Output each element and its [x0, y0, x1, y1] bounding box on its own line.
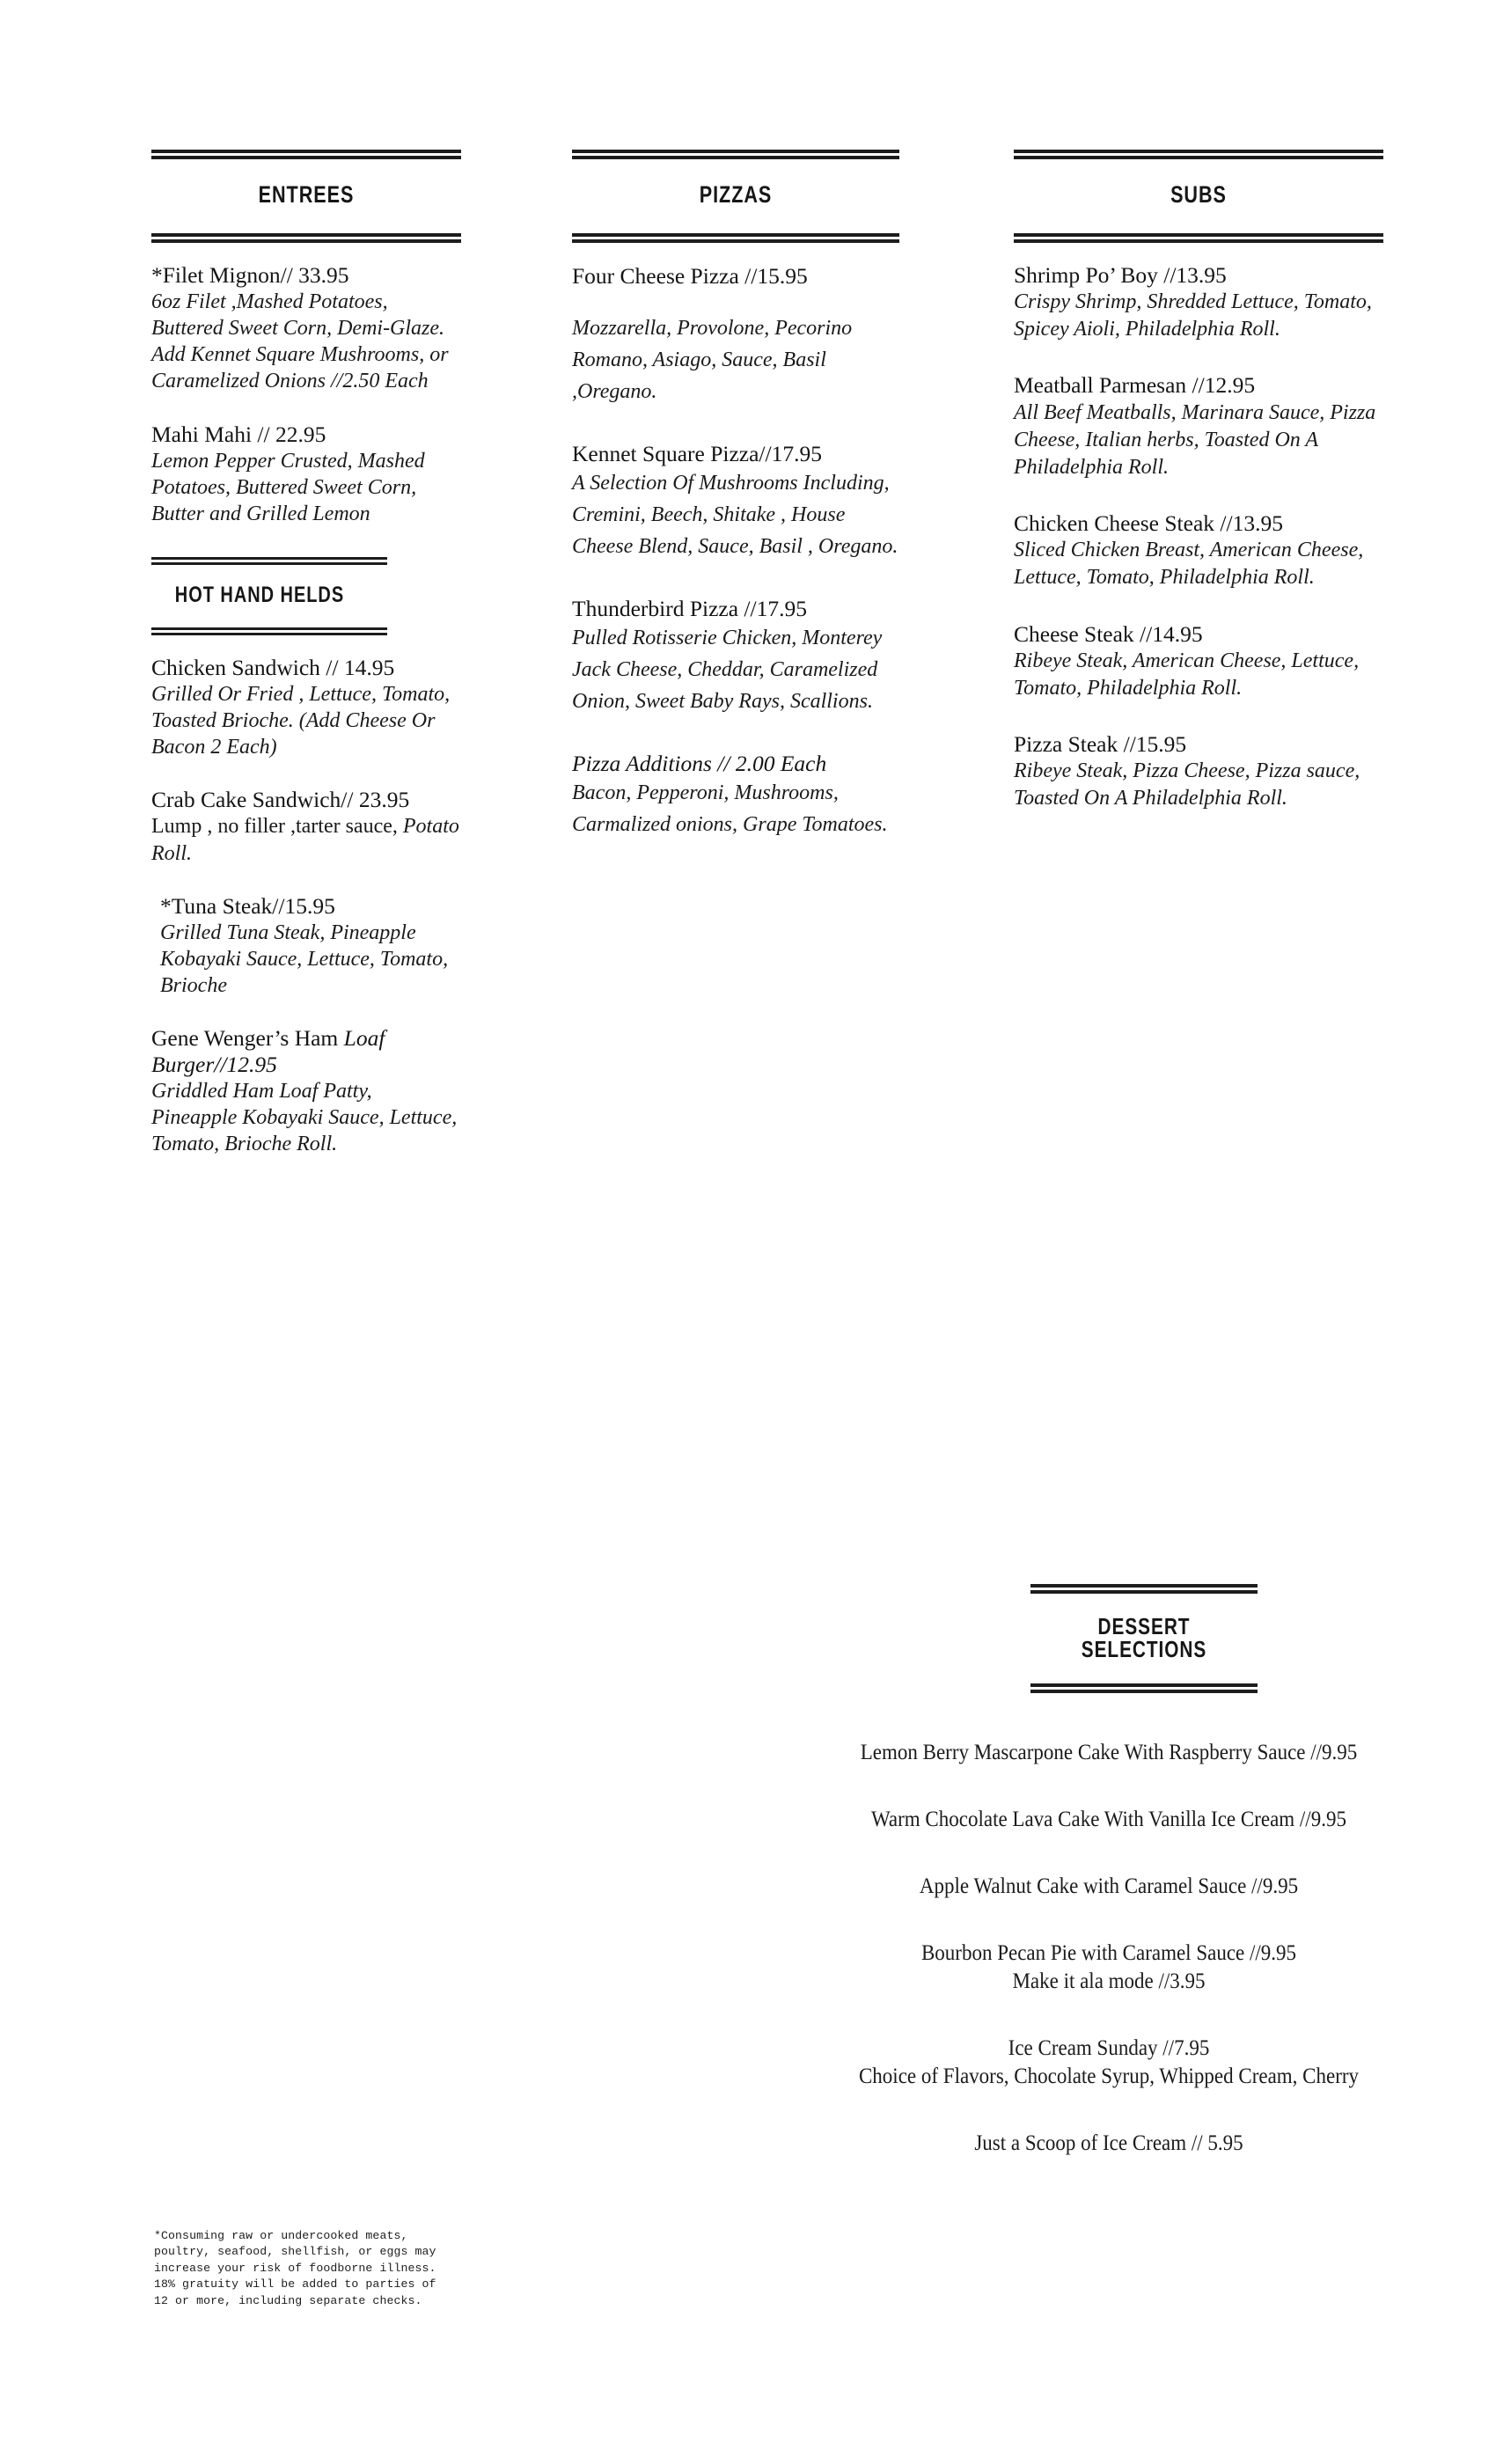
disclaimer-text	[154, 2228, 568, 2309]
section-header-pizzas	[572, 150, 899, 243]
menu-item	[572, 440, 899, 562]
item-description: 6oz Filet ,Mashed Potatoes, Buttered Sweet Corn, Demi-Glaze. Add Kennet Square Mushrooms, or Caramelized Onions //2.50 Each	[151, 290, 449, 393]
item-description: Lemon Pepper Crusted, Mashed Potatoes, Buttered Sweet Corn, Butter and Grilled Lemon	[151, 449, 425, 525]
subs-item-list	[1014, 262, 1383, 812]
hot-hand-helds-item-list	[151, 655, 461, 1158]
item-description: Crispy Shrimp, Shredded Lettuce, Tomato, Spicey Aioli, Philadelphia Roll.	[1014, 290, 1372, 341]
item-name-roman: Gene Wenger’s Ham	[151, 1025, 339, 1052]
dessert-name: Warm Chocolate Lava Cake With Vanilla Ice Cream //9.95	[871, 1808, 1346, 1831]
item-name: Thunderbird Pizza //17.95	[572, 596, 807, 622]
column-subs	[1014, 150, 1383, 841]
rule-top	[1030, 1584, 1258, 1594]
item-name: Mahi Mahi // 22.95	[151, 421, 326, 447]
item-description-italic: Potato Roll.	[151, 815, 459, 865]
menu-item	[151, 262, 461, 395]
item-description: Sliced Chicken Breast, American Cheese, Lettuce, Tomato, Philadelphia Roll.	[1014, 539, 1364, 590]
section-header-hot-hand-helds	[151, 557, 387, 635]
menu-item	[1014, 262, 1383, 343]
item-name: Kennet Square Pizza//17.95	[572, 441, 822, 467]
menu-item	[151, 893, 461, 999]
menu-item	[151, 1025, 461, 1157]
item-name: Crab Cake Sandwich// 23.95	[151, 787, 410, 813]
disclaimer-line: poultry, seafood, shellfish, or eggs may	[154, 2245, 436, 2259]
item-name: Shrimp Po’ Boy //13.95	[1014, 262, 1227, 288]
dessert-name: Ice Cream Sunday //7.95	[1008, 2036, 1210, 2060]
dessert-item	[623, 1940, 1496, 1996]
section-desserts	[858, 1584, 1426, 2196]
rule-top	[151, 557, 387, 565]
item-name	[151, 1025, 461, 1078]
dessert-item	[623, 2130, 1496, 2158]
disclaimer-line: increase your risk of foodborne illness.	[154, 2261, 436, 2275]
menu-item	[151, 655, 461, 760]
dessert-name: Bourbon Pecan Pie with Caramel Sauce //9.95	[920, 1941, 1297, 1965]
column-pizzas	[572, 150, 899, 873]
section-title-entrees: ENTREES	[258, 181, 355, 208]
item-description: Grilled Tuna Steak, Pineapple Kobayaki Sauce, Lettuce, Tomato, Brioche	[160, 920, 449, 997]
menu-item	[1014, 372, 1383, 481]
item-name-italic: Loaf Burger//12.95	[151, 1025, 385, 1078]
column-entrees	[151, 150, 461, 1158]
dessert-name: Apple Walnut Cake with Caramel Sauce //9.95	[919, 1874, 1299, 1898]
menu-item	[1014, 731, 1383, 812]
item-name: Cheese Steak //14.95	[1014, 620, 1203, 647]
section-title-subs: SUBS	[1170, 181, 1227, 208]
menu-item	[572, 750, 899, 840]
rule-bottom	[151, 627, 387, 635]
rule-bottom	[1030, 1683, 1258, 1693]
rule-top	[1014, 150, 1383, 159]
pizzas-item-list	[572, 262, 899, 840]
rule-top	[572, 150, 899, 159]
item-name: Pizza Additions // 2.00 Each	[572, 751, 827, 777]
item-description: Grilled Or Fried , Lettuce, Tomato, Toasted Brioche. (Add Cheese Or Bacon 2 Each)	[151, 683, 451, 759]
rule-bottom	[151, 233, 461, 243]
item-description-roman: Lump , no filler ,tarter sauce,	[151, 815, 403, 839]
menu-item	[1014, 510, 1383, 591]
dessert-item	[623, 2035, 1496, 2091]
item-description: Bacon, Pepperoni, Mushrooms, Carmalized onions, Grape Tomatoes.	[572, 781, 888, 837]
menu-item	[572, 595, 899, 717]
item-name: Four Cheese Pizza //15.95	[572, 263, 808, 289]
menu-item	[1014, 621, 1383, 702]
item-name: Chicken Cheese Steak //13.95	[1014, 510, 1283, 537]
section-title-pizzas: PIZZAS	[699, 181, 773, 208]
rule-top	[151, 150, 461, 159]
dessert-name: Lemon Berry Mascarpone Cake With Raspberry Sauce //9.95	[860, 1741, 1358, 1764]
section-title-desserts: DESSERT SELECTIONS	[1081, 1613, 1207, 1662]
item-description: Ribeye Steak, American Cheese, Lettuce, Tomato, Philadelphia Roll.	[1014, 649, 1360, 700]
section-header-subs	[1014, 150, 1383, 243]
dessert-item	[623, 1806, 1496, 1834]
disclaimer-line: 12 or more, including separate checks.	[154, 2293, 422, 2307]
dessert-item	[623, 1739, 1496, 1767]
section-header-entrees	[151, 150, 461, 243]
dessert-addon: Make it ala mode //3.95	[1012, 1969, 1206, 1993]
disclaimer-line: 18% gratuity will be added to parties of	[154, 2277, 436, 2292]
disclaimer-line: *Consuming raw or undercooked meats,	[154, 2229, 408, 2242]
item-name: Pizza Steak //15.95	[1014, 731, 1187, 757]
menu-item	[151, 422, 461, 527]
item-name: *Filet Mignon// 33.95	[151, 262, 349, 288]
item-description: Ribeye Steak, Pizza Cheese, Pizza sauce, Toasted On A Philadelphia Roll.	[1014, 759, 1360, 810]
item-description: Pulled Rotisserie Chicken, Monterey Jack Cheese, Cheddar, Caramelized Onion, Sweet Baby Rays, Scallions.	[572, 627, 883, 714]
dessert-addon: Choice of Flavors, Chocolate Syrup, Whipped Cream, Cherry	[858, 2064, 1360, 2088]
dessert-item-list	[581, 1739, 1496, 2158]
menu-item	[151, 787, 461, 866]
item-description	[151, 813, 461, 866]
entrees-item-list	[151, 262, 461, 527]
dessert-name: Just a Scoop of Ice Cream // 5.95	[974, 2131, 1243, 2155]
rule-bottom	[1014, 233, 1383, 243]
item-description: Griddled Ham Loaf Patty, Pineapple Kobayaki Sauce, Lettuce, Tomato, Brioche Roll.	[151, 1080, 458, 1156]
rule-bottom	[572, 233, 899, 243]
dessert-item	[623, 1873, 1496, 1901]
item-description: All Beef Meatballs, Marinara Sauce, Pizza Cheese, Italian herbs, Toasted On A Philadelphia Roll.	[1014, 400, 1376, 479]
section-title-hot-hand-helds: HOT HAND HELDS	[174, 582, 345, 607]
section-header-desserts	[1030, 1584, 1258, 1693]
item-name: *Tuna Steak//15.95	[160, 892, 335, 919]
item-name: Meatball Parmesan //12.95	[1014, 372, 1256, 399]
item-description: A Selection Of Mushrooms Including, Cremini, Beech, Shitake , House Cheese Blend, Sauce, Basil , Oregano.	[572, 472, 898, 559]
item-name: Chicken Sandwich // 14.95	[151, 654, 395, 680]
menu-item	[572, 262, 899, 407]
item-description: Mozzarella, Provolone, Pecorino Romano, Asiago, Sauce, Basil ,Oregano.	[572, 317, 853, 404]
